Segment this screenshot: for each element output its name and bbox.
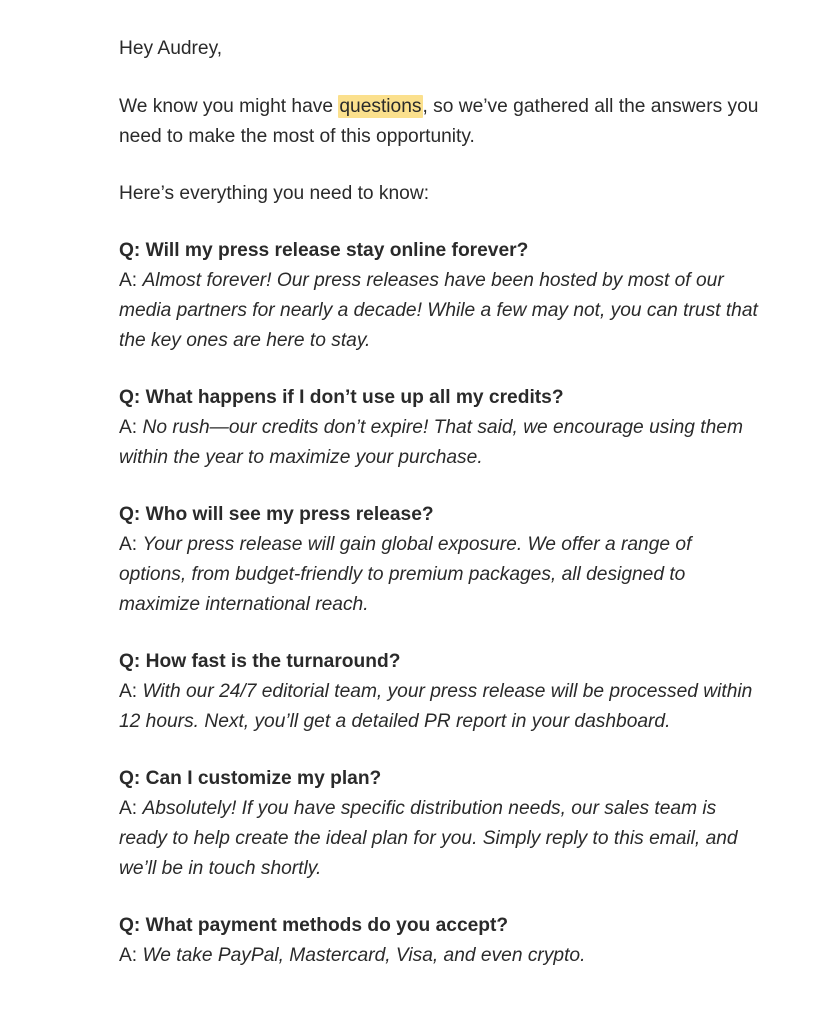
faq-question: Q: Will my press release stay online forever? [119,240,529,261]
answer-text: Your press release will gain global exposure. We offer a range of options, from budget-friendly to premium packages, all designed to maximize international reach. [119,534,692,615]
highlighted-word: questions [339,96,422,117]
answer-prefix: A: [119,534,143,555]
faq-question: Q: What payment methods do you accept? [119,915,509,936]
faq-question: Q: What happens if I don’t use up all my credits? [119,387,564,408]
answer-text: No rush—our credits don’t expire! That said, we encourage using them within the year to maximize your purchase. [119,417,743,468]
faq-item [119,236,759,356]
answer-text: Almost forever! Our press releases have been hosted by most of our media partners for nearly a decade! While a few may not, you can trust that the key ones are here to stay. [119,270,758,351]
faq-list [119,236,759,971]
faq-item [119,500,759,620]
faq-item [119,911,759,971]
faq-question: Q: Can I customize my plan? [119,768,382,789]
faq-item [119,383,759,473]
lead-line: Here’s everything you need to know: [119,183,430,204]
answer-prefix: A: [119,798,143,819]
faq-answer [119,413,759,473]
faq-item [119,647,759,737]
intro-paragraph [119,92,759,152]
faq-answer [119,266,759,356]
answer-prefix: A: [119,270,143,291]
faq-answer [119,941,759,971]
answer-prefix: A: [119,945,143,966]
answer-text: Absolutely! If you have specific distribution needs, our sales team is ready to help create the ideal plan for you. Simply reply to this email, and we’ll be in touch shortly. [119,798,738,879]
faq-item [119,764,759,884]
intro-text-after: , so we’ve gathered all the answers you need to make the most of this opportunity. [119,96,759,147]
faq-answer [119,794,759,884]
answer-text: We take PayPal, Mastercard, Visa, and even crypto. [142,945,586,966]
faq-question: Q: How fast is the turnaround? [119,651,401,672]
answer-text: With our 24/7 editorial team, your press release will be processed within 12 hours. Next, you’ll get a detailed PR report in your dashboard. [119,681,753,732]
faq-question: Q: Who will see my press release? [119,504,434,525]
faq-answer [119,677,759,737]
greeting: Hey Audrey, [119,38,223,59]
answer-prefix: A: [119,417,143,438]
faq-answer [119,530,759,620]
answer-prefix: A: [119,681,143,702]
intro-text-before: We know you might have [119,96,339,117]
